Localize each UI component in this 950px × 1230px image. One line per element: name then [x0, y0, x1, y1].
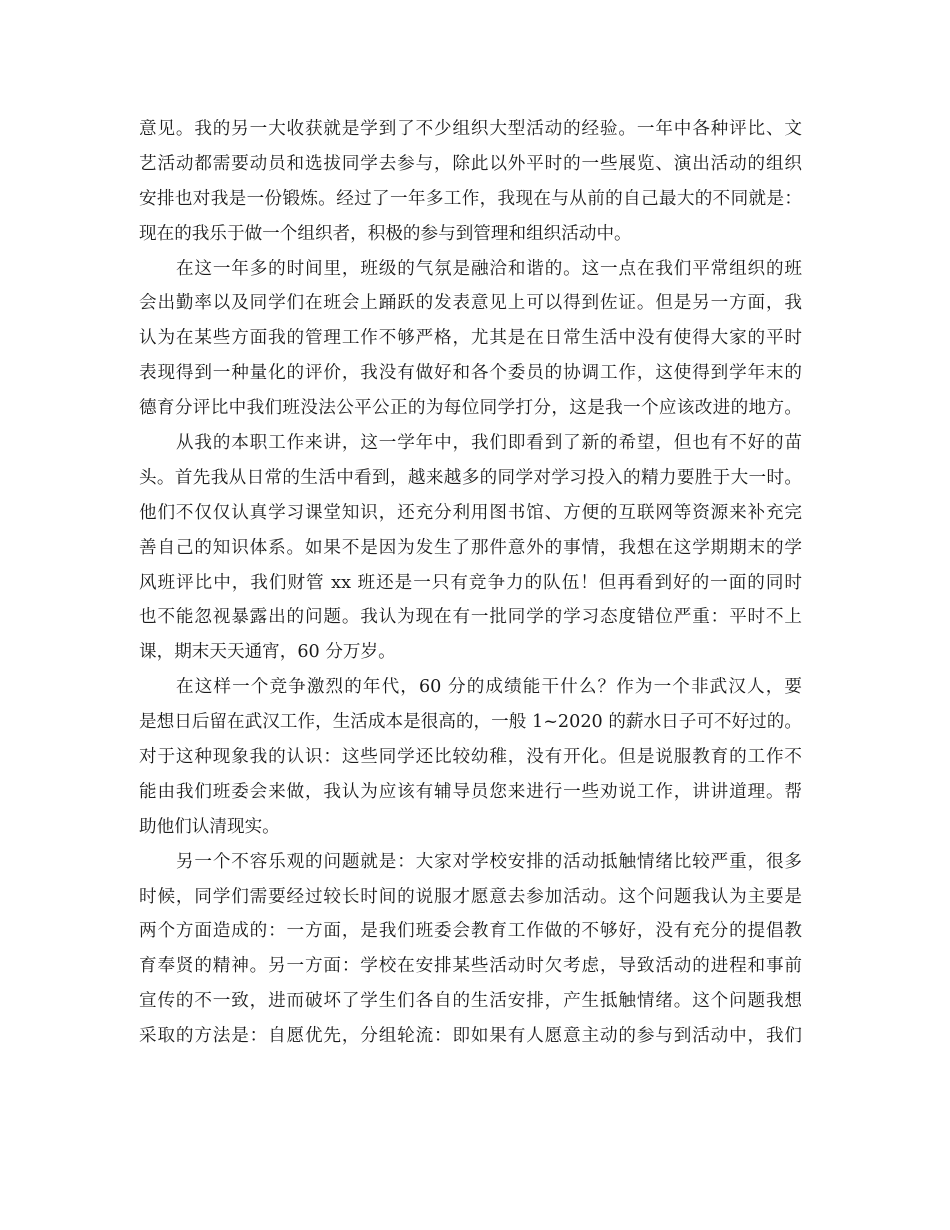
- text-line: 助他们认清现实。: [139, 816, 280, 837]
- text-line: 意见。我的另一大收获就是学到了不少组织大型活动的经验。一年中各种评比、文: [139, 119, 802, 139]
- text-line: 能由我们班委会来做，我认为应该有辅导员您来进行一些劝说工作，讲讲道理。帮: [139, 781, 802, 802]
- text-line: 另一个不容乐观的问题就是：大家对学校安排的活动抵触情绪比较严重，很多: [176, 851, 802, 872]
- paragraph: [139, 426, 802, 670]
- text-line: 在这样一个竞争激烈的年代，60 分的成绩能干什么？作为一个非武汉人，要: [176, 677, 802, 698]
- text-line: 时候，同学们需要经过较长时间的说服才愿意去参加活动。这个问题我认为主要是: [139, 886, 802, 907]
- text-line: 是想日后留在武汉工作，生活成本是很高的，一般 1~2020 的薪水日子可不好过的。: [139, 712, 802, 733]
- text-line: 育奉贤的精神。另一方面：学校在安排某些活动时欠考虑，导致活动的进程和事前: [139, 956, 802, 977]
- text-line: 也不能忽视暴露出的问题。我认为现在有一批同学的学习态度错位严重：平时不上: [139, 607, 802, 628]
- text-line: 艺活动都需要动员和选拔同学去参与，除此以外平时的一些展览、演出活动的组织: [139, 153, 802, 174]
- text-line: 采取的方法是：自愿优先，分组轮流：即如果有人愿意主动的参与到活动中，我们: [139, 1026, 802, 1047]
- text-line: 课，期末天天通宵，60 分万岁。: [139, 642, 396, 663]
- text-line: 从我的本职工作来讲，这一学年中，我们即看到了新的希望，但也有不好的苗: [176, 433, 802, 454]
- paragraph: [139, 845, 802, 1054]
- text-line: 对于这种现象我的认识：这些同学还比较幼稚，没有开化。但是说服教育的工作不: [139, 747, 802, 768]
- text-line: 他们不仅仅认真学习课堂知识，还充分利用图书馆、方便的互联网等资源来补充完: [139, 502, 802, 523]
- text-line: 两个方面造成的：一方面，是我们班委会教育工作做的不够好，没有充分的提倡教: [139, 921, 802, 942]
- text-line: 德育分评比中我们班没法公平公正的为每位同学打分，这是我一个应该改进的地方。: [139, 398, 802, 419]
- paragraph: [139, 252, 802, 426]
- text-line: 在这一年多的时间里，班级的气氛是融洽和谐的。这一点在我们平常组织的班: [176, 258, 802, 279]
- text-line: 善自己的知识体系。如果不是因为发生了那件意外的事情，我想在这学期期末的学: [139, 537, 802, 558]
- text-line: 表现得到一种量化的评价，我没有做好和各个委员的协调工作，这使得到学年末的: [139, 363, 802, 384]
- document-body: [139, 112, 802, 1054]
- text-line: 安排也对我是一份锻炼。经过了一年多工作，我现在与从前的自己最大的不同就是：: [139, 188, 802, 209]
- text-line: 风班评比中，我们财管 xx 班还是一只有竞争力的队伍！但再看到好的一面的同时: [139, 572, 802, 593]
- text-line: 宣传的不一致，进而破坏了学生们各自的生活安排，产生抵触情绪。这个问题我想: [139, 991, 802, 1012]
- text-line: 现在的我乐于做一个组织者，积极的参与到管理和组织活动中。: [139, 223, 632, 244]
- text-line: 头。首先我从日常的生活中看到，越来越多的同学对学习投入的精力要胜于大一时。: [139, 467, 802, 488]
- paragraph: [139, 112, 802, 252]
- paragraph: [139, 670, 802, 844]
- text-line: 会出勤率以及同学们在班会上踊跃的发表意见上可以得到佐证。但是另一方面，我: [139, 293, 802, 314]
- text-line: 认为在某些方面我的管理工作不够严格，尤其是在日常生活中没有使得大家的平时: [139, 328, 802, 349]
